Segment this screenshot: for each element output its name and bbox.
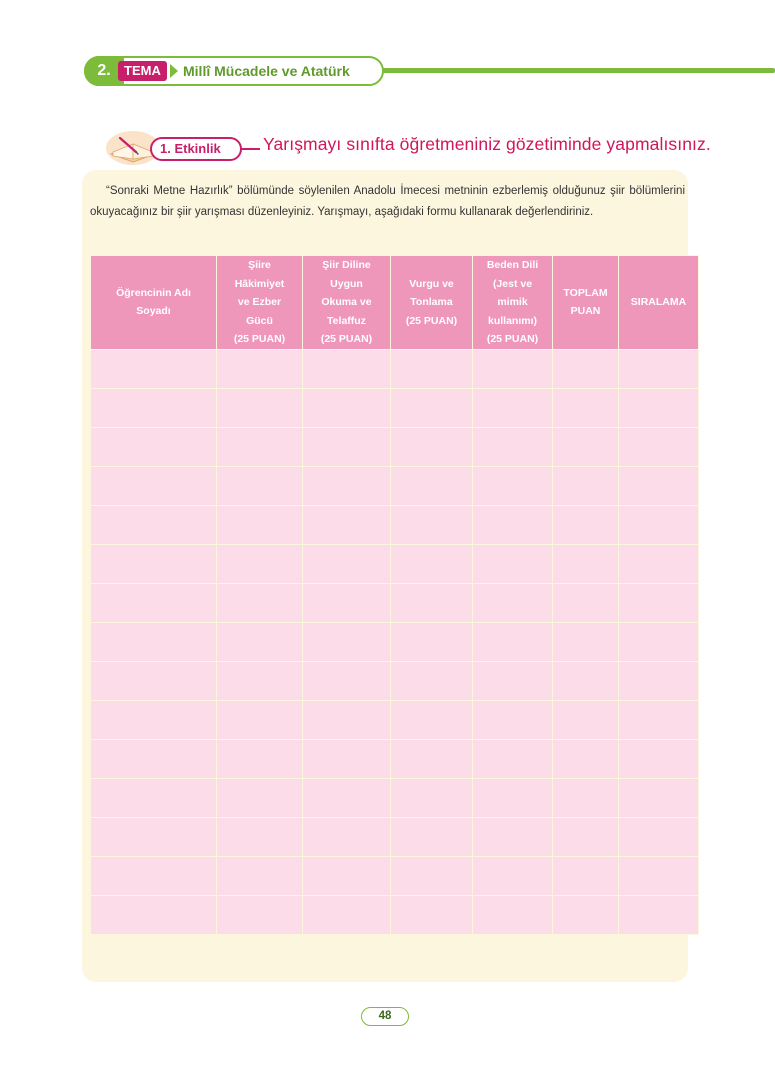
header-total-score: TOPLAM PUAN bbox=[553, 256, 619, 350]
table-cell[interactable] bbox=[391, 661, 473, 700]
table-cell[interactable] bbox=[553, 466, 619, 505]
table-cell[interactable] bbox=[473, 427, 553, 466]
table-cell[interactable] bbox=[91, 622, 217, 661]
table-cell[interactable] bbox=[553, 505, 619, 544]
table-cell[interactable] bbox=[91, 583, 217, 622]
table-cell[interactable] bbox=[217, 778, 303, 817]
table-cell[interactable] bbox=[619, 817, 699, 856]
table-cell[interactable] bbox=[217, 817, 303, 856]
theme-number: 2. bbox=[84, 56, 124, 86]
table-row bbox=[91, 856, 699, 895]
theme-title: Millî Mücadele ve Atatürk bbox=[183, 63, 350, 79]
table-cell[interactable] bbox=[473, 739, 553, 778]
table-row bbox=[91, 700, 699, 739]
activity-connector bbox=[240, 148, 260, 150]
table-cell[interactable] bbox=[91, 427, 217, 466]
table-cell[interactable] bbox=[217, 895, 303, 934]
table-row bbox=[91, 661, 699, 700]
table-cell[interactable] bbox=[619, 349, 699, 388]
header-ranking: SIRALAMA bbox=[619, 256, 699, 350]
activity-label: 1. Etkinlik bbox=[160, 141, 221, 156]
header-reading-pronunciation: Şiir Diline Uygun Okuma ve Telaffuz (25 PUAN) bbox=[303, 256, 391, 350]
table-cell[interactable] bbox=[303, 466, 391, 505]
table-header-row bbox=[91, 256, 699, 350]
table-cell[interactable] bbox=[303, 895, 391, 934]
table-cell[interactable] bbox=[553, 817, 619, 856]
table-cell[interactable] bbox=[553, 622, 619, 661]
table-cell[interactable] bbox=[391, 622, 473, 661]
header-student-name: Öğrencinin Adı Soyadı bbox=[91, 256, 217, 350]
header-body-language: Beden Dili (Jest ve mimik kullanımı) (25 PUAN) bbox=[473, 256, 553, 350]
table-cell[interactable] bbox=[303, 856, 391, 895]
table-cell[interactable] bbox=[91, 778, 217, 817]
table-cell[interactable] bbox=[473, 661, 553, 700]
table-cell[interactable] bbox=[473, 544, 553, 583]
table-cell[interactable] bbox=[217, 583, 303, 622]
table-cell[interactable] bbox=[619, 583, 699, 622]
table-cell[interactable] bbox=[553, 427, 619, 466]
table-cell[interactable] bbox=[553, 778, 619, 817]
table-row bbox=[91, 778, 699, 817]
table-cell[interactable] bbox=[391, 895, 473, 934]
table-cell[interactable] bbox=[91, 544, 217, 583]
table-cell[interactable] bbox=[217, 466, 303, 505]
table-row bbox=[91, 895, 699, 934]
table-cell[interactable] bbox=[553, 661, 619, 700]
table-cell[interactable] bbox=[217, 388, 303, 427]
table-cell[interactable] bbox=[303, 544, 391, 583]
table-row bbox=[91, 817, 699, 856]
table-cell[interactable] bbox=[91, 739, 217, 778]
table-cell[interactable] bbox=[217, 349, 303, 388]
table-cell[interactable] bbox=[303, 349, 391, 388]
table-cell[interactable] bbox=[391, 349, 473, 388]
intro-paragraph bbox=[90, 181, 685, 223]
table-cell[interactable] bbox=[553, 349, 619, 388]
table-cell[interactable] bbox=[619, 505, 699, 544]
table-cell[interactable] bbox=[217, 739, 303, 778]
table-cell[interactable] bbox=[619, 778, 699, 817]
table-cell[interactable] bbox=[553, 388, 619, 427]
table-cell[interactable] bbox=[619, 661, 699, 700]
table-cell[interactable] bbox=[553, 856, 619, 895]
table-cell[interactable] bbox=[303, 583, 391, 622]
table-cell[interactable] bbox=[303, 700, 391, 739]
table-cell[interactable] bbox=[391, 583, 473, 622]
table-cell[interactable] bbox=[91, 856, 217, 895]
table-cell[interactable] bbox=[217, 505, 303, 544]
table-cell[interactable] bbox=[553, 700, 619, 739]
table-cell[interactable] bbox=[391, 544, 473, 583]
table-cell[interactable] bbox=[391, 466, 473, 505]
table-cell[interactable] bbox=[473, 388, 553, 427]
table-cell[interactable] bbox=[619, 544, 699, 583]
theme-tag: TEMA bbox=[118, 61, 167, 81]
table-cell[interactable] bbox=[91, 661, 217, 700]
table-cell[interactable] bbox=[391, 856, 473, 895]
table-cell[interactable] bbox=[619, 388, 699, 427]
table-cell[interactable] bbox=[303, 778, 391, 817]
table-row bbox=[91, 466, 699, 505]
table-cell[interactable] bbox=[473, 583, 553, 622]
table-cell[interactable] bbox=[553, 895, 619, 934]
table-cell[interactable] bbox=[553, 544, 619, 583]
table-cell[interactable] bbox=[91, 388, 217, 427]
table-row bbox=[91, 349, 699, 388]
table-cell[interactable] bbox=[91, 700, 217, 739]
table-row bbox=[91, 505, 699, 544]
table-cell[interactable] bbox=[391, 427, 473, 466]
arrow-icon bbox=[170, 64, 178, 78]
table-cell[interactable] bbox=[217, 427, 303, 466]
table-cell[interactable] bbox=[303, 622, 391, 661]
table-cell[interactable] bbox=[91, 817, 217, 856]
table-cell[interactable] bbox=[91, 349, 217, 388]
table-row bbox=[91, 583, 699, 622]
table-cell[interactable] bbox=[217, 544, 303, 583]
table-cell[interactable] bbox=[303, 661, 391, 700]
table-cell[interactable] bbox=[473, 856, 553, 895]
table-cell[interactable] bbox=[619, 622, 699, 661]
activity-instruction: Yarışmayı sınıfta öğretmeniniz gözetiminde yapmalısınız. bbox=[263, 134, 711, 154]
table-cell[interactable] bbox=[91, 895, 217, 934]
table-cell[interactable] bbox=[619, 856, 699, 895]
table-cell[interactable] bbox=[391, 700, 473, 739]
table-cell[interactable] bbox=[391, 778, 473, 817]
table-cell[interactable] bbox=[473, 466, 553, 505]
table-cell[interactable] bbox=[473, 505, 553, 544]
table-cell[interactable] bbox=[391, 739, 473, 778]
table-cell[interactable] bbox=[473, 700, 553, 739]
table-cell[interactable] bbox=[473, 778, 553, 817]
table-row bbox=[91, 544, 699, 583]
evaluation-table bbox=[90, 255, 699, 935]
table-cell[interactable] bbox=[303, 739, 391, 778]
page-number: 48 bbox=[361, 1007, 409, 1026]
table-cell[interactable] bbox=[391, 817, 473, 856]
table-cell[interactable] bbox=[303, 427, 391, 466]
table-cell[interactable] bbox=[619, 895, 699, 934]
table-cell[interactable] bbox=[303, 388, 391, 427]
table-cell[interactable] bbox=[553, 583, 619, 622]
table-cell[interactable] bbox=[473, 622, 553, 661]
table-cell[interactable] bbox=[619, 466, 699, 505]
intro-text: “Sonraki Metne Hazırlık” bölümünde söylenilen Anadolu İmecesi metninin ezberlemiş olduğunuz şiir bölümlerini okuyacağınız bir şiir yarışması düzenleyiniz. Yarışmayı, aşağıdaki formu kullanarak değerlendiriniz. bbox=[90, 185, 685, 218]
table-cell[interactable] bbox=[391, 505, 473, 544]
table-row bbox=[91, 622, 699, 661]
table-cell[interactable] bbox=[473, 817, 553, 856]
table-cell[interactable] bbox=[391, 388, 473, 427]
table-row bbox=[91, 739, 699, 778]
table-cell[interactable] bbox=[473, 895, 553, 934]
table-cell[interactable] bbox=[473, 349, 553, 388]
table-cell[interactable] bbox=[303, 505, 391, 544]
table-cell[interactable] bbox=[303, 817, 391, 856]
header-stress-intonation: Vurgu ve Tonlama (25 PUAN) bbox=[391, 256, 473, 350]
table-cell[interactable] bbox=[217, 661, 303, 700]
table-cell[interactable] bbox=[619, 739, 699, 778]
table-cell[interactable] bbox=[91, 505, 217, 544]
table-row bbox=[91, 388, 699, 427]
table-cell[interactable] bbox=[217, 856, 303, 895]
table-cell[interactable] bbox=[619, 700, 699, 739]
table-cell[interactable] bbox=[217, 700, 303, 739]
table-body bbox=[91, 349, 699, 934]
table-cell[interactable] bbox=[91, 466, 217, 505]
header-poetry-mastery: Şiire Hâkimiyet ve Ezber Gücü (25 PUAN) bbox=[217, 256, 303, 350]
table-cell[interactable] bbox=[553, 739, 619, 778]
theme-divider-line bbox=[372, 68, 775, 73]
table-cell[interactable] bbox=[619, 427, 699, 466]
table-row bbox=[91, 427, 699, 466]
table-cell[interactable] bbox=[217, 622, 303, 661]
